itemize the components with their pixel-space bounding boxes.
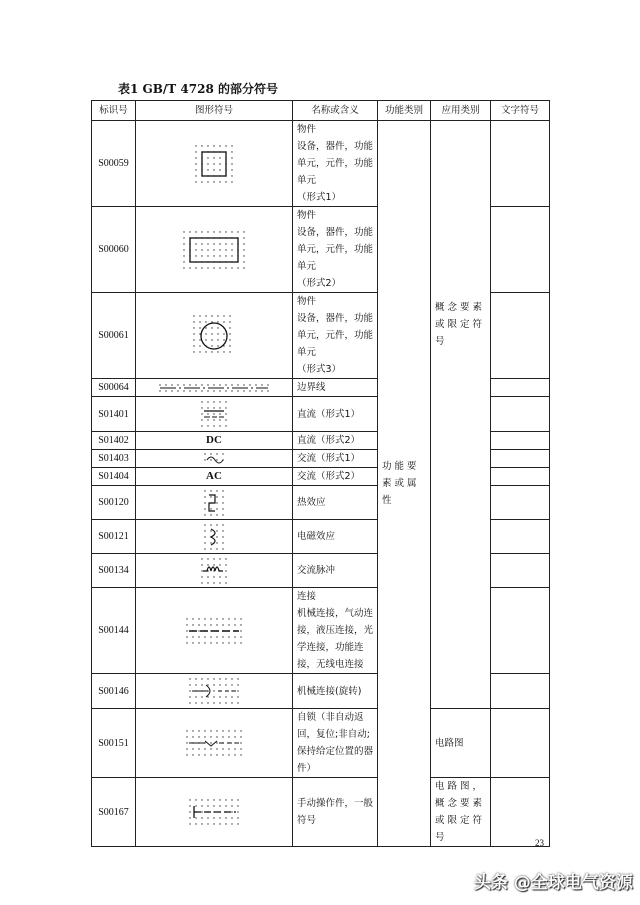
name-text: 机械连接(旋转) (297, 685, 362, 697)
column-header: 文字符号 (491, 101, 550, 121)
letter-code (491, 293, 550, 379)
row-id: S00064 (92, 379, 136, 397)
name-text: 交流脉冲 (297, 565, 336, 576)
name-meaning (293, 709, 378, 778)
row-id: S00146 (92, 674, 136, 709)
column-header: 功能类别 (378, 101, 431, 121)
name-meaning (293, 674, 378, 709)
manual-operator-symbol-icon (188, 798, 240, 826)
graphic-symbol (136, 379, 293, 397)
name-text: 交流（形式2） (297, 471, 361, 482)
letter-code (491, 450, 550, 468)
dc-lines-symbol-icon (200, 400, 228, 428)
boundary-line-icon (158, 383, 270, 393)
page-number: 23 (535, 838, 544, 848)
electromagnetic-symbol-icon (203, 523, 225, 551)
name-meaning (293, 293, 378, 379)
letter-code (491, 432, 550, 450)
name-meaning (293, 121, 378, 207)
name-text: 自锁（非自动返回，复位;非自动;保持给定位置的器件） (297, 712, 374, 774)
symbol-text: DC (206, 434, 222, 446)
graphic-symbol (136, 121, 293, 207)
graphic-symbol (136, 486, 293, 520)
row-id: S01402 (92, 432, 136, 450)
row-id: S00060 (92, 207, 136, 293)
letter-code (491, 778, 550, 847)
name-meaning (293, 554, 378, 588)
name-text: 物件 设备，器件，功能单元，元件，功能单元 （形式1） (297, 124, 374, 203)
name-text: 边界线 (297, 382, 326, 393)
row-id: S00134 (92, 554, 136, 588)
application-category: 电路图，概念要素或限定符号 (431, 778, 491, 847)
letter-code (491, 468, 550, 486)
rect-square-symbol-icon (194, 144, 234, 184)
table-row (92, 778, 550, 847)
row-id: S00061 (92, 293, 136, 379)
name-text: 热效应 (297, 497, 326, 508)
letter-code (491, 520, 550, 554)
column-header: 名称或含义 (293, 101, 378, 121)
rect-wide-symbol-icon (182, 230, 246, 270)
row-id: S00151 (92, 709, 136, 778)
row-id: S00167 (92, 778, 136, 847)
graphic-symbol (136, 397, 293, 432)
thermal-symbol-icon (203, 489, 225, 517)
dashed-connection-symbol-icon (185, 617, 243, 645)
letter-code (491, 588, 550, 674)
tilde-symbol-icon (203, 452, 225, 466)
letter-code (491, 207, 550, 293)
name-meaning (293, 778, 378, 847)
name-meaning (293, 397, 378, 432)
letter-code (491, 674, 550, 709)
rotary-connection-symbol-icon (188, 677, 240, 705)
letter-code (491, 709, 550, 778)
table-row (92, 121, 550, 207)
name-text: 电磁效应 (297, 531, 336, 542)
column-header: 应用类别 (431, 101, 491, 121)
symbol-text: AC (206, 470, 222, 482)
graphic-symbol (136, 520, 293, 554)
graphic-symbol (136, 432, 293, 450)
graphic-symbol (136, 588, 293, 674)
name-meaning (293, 486, 378, 520)
name-meaning (293, 520, 378, 554)
application-category: 概念要素或限定符号 (431, 121, 491, 709)
table-title: 表1 GB/T 4728 的部分符号 (118, 82, 278, 96)
graphic-symbol (136, 554, 293, 588)
watermark: 头条 @全球电气资源 (474, 873, 633, 893)
row-id: S01403 (92, 450, 136, 468)
name-meaning (293, 432, 378, 450)
graphic-symbol (136, 450, 293, 468)
function-category: 功能要素或属性 (378, 121, 431, 847)
letter-code (491, 397, 550, 432)
name-text: 手动操作件，一般符号 (297, 798, 374, 826)
circle-symbol-icon (192, 314, 236, 358)
row-id: S01404 (92, 468, 136, 486)
row-id: S00059 (92, 121, 136, 207)
name-meaning (293, 468, 378, 486)
graphic-symbol (136, 674, 293, 709)
row-id: S00121 (92, 520, 136, 554)
graphic-symbol (136, 293, 293, 379)
table-row (92, 709, 550, 778)
name-text: 直流（形式2） (297, 435, 361, 446)
name-text: 物件 设备，器件，功能单元，元件，功能单元 （形式3） (297, 296, 374, 375)
application-category: 电路图 (431, 709, 491, 778)
letter-code (491, 379, 550, 397)
letter-code (491, 121, 550, 207)
graphic-symbol (136, 468, 293, 486)
graphic-symbol (136, 709, 293, 778)
graphic-symbol (136, 778, 293, 847)
name-text: 交流（形式1） (297, 453, 361, 464)
row-id: S00120 (92, 486, 136, 520)
name-meaning (293, 207, 378, 293)
ac-pulse-symbol-icon (200, 557, 228, 585)
letter-code (491, 486, 550, 520)
row-id: S00144 (92, 588, 136, 674)
row-id: S01401 (92, 397, 136, 432)
name-meaning (293, 588, 378, 674)
name-meaning (293, 450, 378, 468)
name-text: 连接 机械连接，气动连接，液压连接，光学连接，功能连接，无线电连接 (297, 591, 374, 670)
symbol-table (91, 100, 550, 847)
name-text: 物件 设备，器件，功能单元，元件，功能单元 （形式2） (297, 210, 374, 289)
letter-code (491, 554, 550, 588)
column-header: 图形符号 (136, 101, 293, 121)
name-text: 直流（形式1） (297, 408, 361, 420)
latching-symbol-icon (185, 729, 243, 757)
column-header: 标识号 (92, 101, 136, 121)
graphic-symbol (136, 207, 293, 293)
name-meaning (293, 379, 378, 397)
